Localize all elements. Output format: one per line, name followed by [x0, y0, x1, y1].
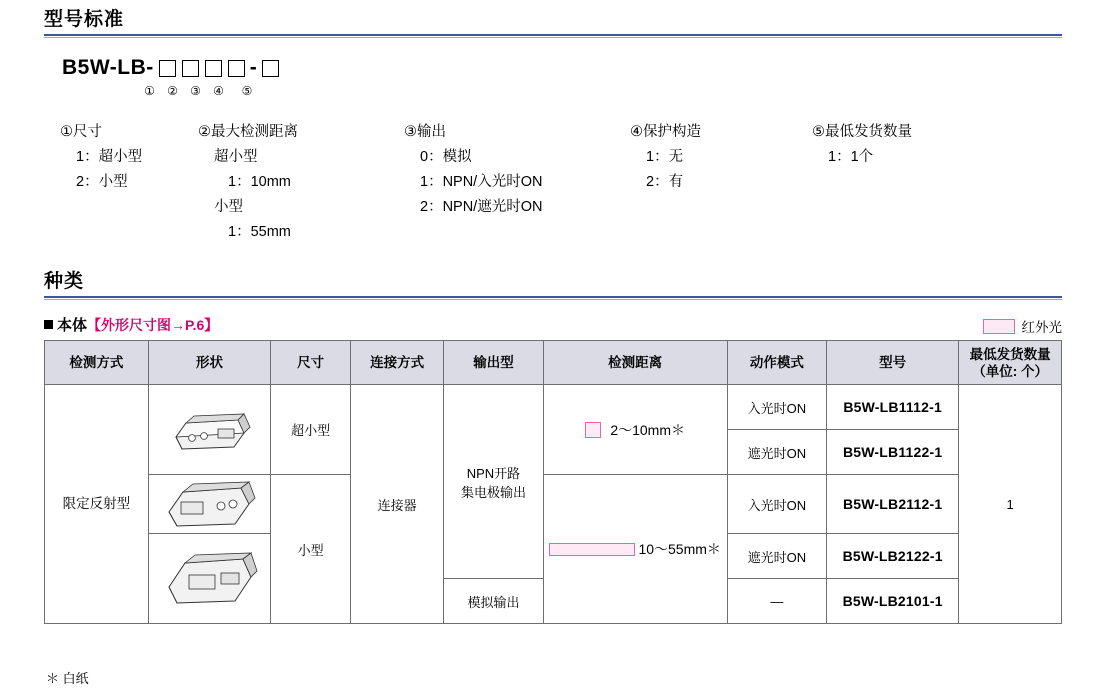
th-min-qty — [959, 341, 1062, 385]
legend-column-max-distance — [198, 120, 298, 245]
cell-output-npn-line2: 集电极输出 — [460, 484, 526, 500]
bullet-square-icon — [44, 320, 53, 329]
model-code-box-4 — [228, 60, 245, 77]
cell-size-small: 小型 — [271, 475, 351, 624]
th-shape: 形状 — [148, 341, 270, 385]
infrared-legend — [983, 316, 1063, 336]
model-code-box-3 — [205, 60, 222, 77]
cell-mode-1: 入光时ON — [727, 385, 827, 430]
section-rule — [44, 34, 1062, 36]
legend-column-size — [60, 120, 142, 195]
section-rule-kinds-thin — [44, 299, 1062, 300]
circle-number-1: ① — [144, 84, 155, 98]
circle-number-4: ④ — [213, 84, 224, 98]
th-detection-method: 检测方式 — [45, 341, 149, 385]
legend-item-3-2: 1：NPN/入光时ON — [420, 174, 543, 190]
legend-heading-4: ④保护构造 — [630, 124, 701, 140]
th-min-qty-line2: （单位: 个） — [972, 363, 1048, 379]
cell-model-1: B5W-LB1112-1 — [827, 385, 959, 430]
th-model: 型号 — [827, 341, 959, 385]
th-detection-distance: 检测距离 — [543, 341, 727, 385]
table-row — [45, 385, 1062, 430]
dimension-drawing-reference[interactable]: 【外形尺寸图→P.6】 — [87, 317, 219, 333]
sensor-ultrasmall-icon — [164, 407, 254, 453]
legend-item-4-2: 2：有 — [646, 174, 684, 190]
legend-column-min-qty — [812, 120, 912, 170]
section-title-model-standard: 型号标准 — [44, 9, 125, 30]
footnote: ＊ 白纸 — [46, 671, 89, 686]
legend-item-1-2: 2：小型 — [76, 174, 128, 190]
section-kinds — [44, 266, 1062, 300]
sensor-small-icon-1 — [159, 478, 259, 530]
model-code-circle-numbers — [138, 84, 264, 98]
product-table — [44, 340, 1062, 624]
legend-item-5-1: 1：1个 — [828, 149, 874, 165]
cell-mode-2: 遮光时ON — [727, 430, 827, 475]
cell-model-2: B5W-LB1122-1 — [827, 430, 959, 475]
legend-heading-3: ③输出 — [404, 124, 446, 140]
cell-min-qty: 1 — [959, 385, 1062, 624]
infrared-legend-label: 红外光 — [1021, 320, 1062, 335]
subsection-body — [44, 314, 218, 335]
sensor-small-icon-2 — [159, 549, 259, 609]
section-title-kinds: 种类 — [44, 271, 85, 292]
model-code-box-2 — [182, 60, 199, 77]
model-code-dash: - — [249, 56, 258, 79]
cell-model-5: B5W-LB2101-1 — [827, 579, 959, 624]
th-connection: 连接方式 — [351, 341, 444, 385]
legend-sub-2-1: 超小型 — [214, 149, 258, 165]
cell-model-4: B5W-LB2122-1 — [827, 534, 959, 579]
legend-item-1-1: 1：超小型 — [76, 149, 143, 165]
th-min-qty-line1: 最低发货数量 — [969, 346, 1051, 362]
distance-label-long: 10～55mm＊ — [638, 541, 721, 557]
cell-size-ultrasmall: 超小型 — [271, 385, 351, 475]
cell-distance-long — [543, 475, 727, 624]
th-size: 尺寸 — [271, 341, 351, 385]
cell-connection: 连接器 — [351, 385, 444, 624]
cell-shape-small-1 — [148, 475, 270, 534]
model-code-box-1 — [159, 60, 176, 77]
infrared-swatch-icon — [983, 319, 1015, 334]
legend-column-protection — [630, 120, 701, 195]
legend-item-3-3: 2：NPN/遮光时ON — [420, 199, 543, 215]
model-code-pattern — [62, 56, 282, 80]
cell-mode-3: 入光时ON — [727, 475, 827, 534]
distance-label-short: 2～10mm＊ — [610, 421, 686, 438]
cell-mode-4: 遮光时ON — [727, 534, 827, 579]
cell-distance-short — [543, 385, 727, 475]
cell-shape-ultrasmall — [148, 385, 270, 475]
cell-model-3: B5W-LB2112-1 — [827, 475, 959, 534]
legend-item-2-2: 1：55mm — [228, 224, 291, 240]
legend-item-2-1: 1：10mm — [228, 174, 291, 190]
distance-swatch-short-icon — [585, 422, 601, 438]
legend-column-output — [404, 120, 542, 220]
circle-number-3: ③ — [190, 84, 201, 98]
distance-swatch-long-icon — [549, 543, 635, 556]
subsection-body-label: 本体 — [57, 317, 88, 334]
section-rule-thin — [44, 37, 1062, 38]
legend-item-4-1: 1：无 — [646, 149, 684, 165]
cell-detection-method: 限定反射型 — [45, 385, 149, 624]
table-row — [45, 475, 1062, 534]
legend-sub-2-2: 小型 — [214, 199, 243, 215]
cell-shape-small-2 — [148, 534, 270, 624]
model-code-box-5 — [262, 60, 279, 77]
model-code-prefix: B5W-LB- — [62, 56, 154, 79]
cell-output-npn-line1: NPN开路 — [466, 465, 521, 481]
section-rule-kinds — [44, 296, 1062, 298]
legend-heading-1: ①尺寸 — [60, 124, 102, 140]
cell-output-npn — [444, 385, 544, 579]
legend-item-3-1: 0：模拟 — [420, 149, 472, 165]
legend-heading-2: ②最大检测距离 — [198, 124, 298, 140]
circle-number-2: ② — [167, 84, 178, 98]
th-output-type: 输出型 — [444, 341, 544, 385]
circle-number-5: ⑤ — [241, 84, 253, 98]
th-operation-mode: 动作模式 — [727, 341, 827, 385]
section-model-standard — [44, 4, 1062, 38]
table-header-row — [45, 341, 1062, 385]
cell-output-analog: 模拟输出 — [444, 579, 544, 624]
legend-heading-5: ⑤最低发货数量 — [812, 124, 912, 140]
cell-mode-5: — — [727, 579, 827, 624]
